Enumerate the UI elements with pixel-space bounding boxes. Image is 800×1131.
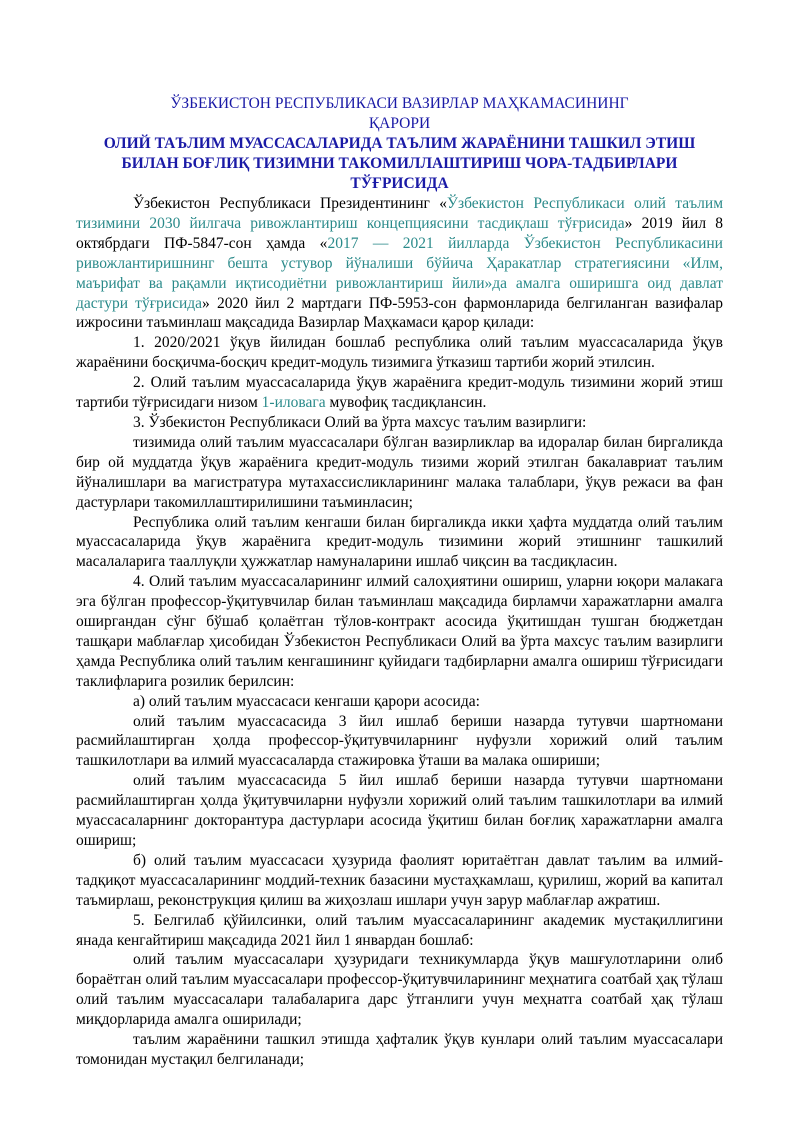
clause-3-item-2: Республика олий таълим кенгаши билан биргаликда икки ҳафта муддатда олий таълим муассасаларида ўқув жараёнига кредит-модуль тизимини жорий этишнинг ташкилий масалаларига тааллуқли ҳужжатлар намуналарини ишлаб чиқсин ва тасдиқласин. [76,513,723,571]
header-line-2: ҚАРОРИ [368,115,431,132]
intro-paragraph [76,194,723,333]
clause-4-sub-b: б) олий таълим муассасаси ҳузурида фаолият юритаётган давлат таълим ва илмий-тадқиқот муассасаларининг моддий-техник базасини мустаҳкамлаш, қурилиш, жорий ва капитал таъмирлаш, реконструкция қилиш ва жиҳозлаш ишлари учун зарур маблағлар ажратиш. [76,851,723,909]
clause-3: 3. Ўзбекистон Республикаси Олий ва ўрта махсус таълим вазирлиги: [133,413,587,431]
clause-2 [76,373,723,413]
clause-4-sub-a-item-2: олий таълим муассасасида 5 йил ишлаб бериши назарда тутувчи шартномани расмийлаштирган ҳолда ўқитувчиларни нуфузли хорижий олий таълим ташкилотлари ва илмий муассасаларнинг докторантура дастурлари асосида ўқитиш билан боғлиқ харажатларни амалга ошириш; [76,772,723,849]
clause-2-text-2: мувофиқ тасдиқлансин. [325,394,487,412]
clause-4-sub-a-item-1: олий таълим муассасасида 3 йил ишлаб бериши назарда тутувчи шартномани расмийлаштирган ҳолда профессор-ўқитувчиларнинг нуфузли хорижий олий таълим ташкилотлари ва илмий муассасаларда стажировка ўташи ва малака ошириши; [76,712,723,770]
clause-4: 4. Олий таълим муассасаларининг илмий салоҳиятини ошириш, уларни юқори малакага эга бўлган профессор-ўқитувчилар билан таъминлаш мақсадида бирламчи харажатларни амалга оширгандан сўнг бўшаб қолаётган тўлов-контракт асосида ўқитишдан тушган бюджетдан ташқари маблағлар ҳисобидан Ўзбекистон Республикаси Олий ва ўрта махсус таълим вазирлиги ҳамда Республика олий таълим кенгашининг қуйидаги тадбирларни амалга ошириш тўғрисидаги таклифларига розилик берилсин: [76,573,723,690]
intro-text-3: » 2020 йил 2 мартдаги ПФ-5953-сон фармонларида белгиланган вазифалар ижросини таъминлаш мақсадида Вазирлар Маҳкамаси қарор қилади: [76,294,723,332]
intro-link-concept[interactable]: Ўзбекистон Республикаси олий таълим тизимини 2030 йилгача ривожлантириш концепциясини тасдиқлаш тўғрисида [76,195,724,232]
document-page [76,94,723,1070]
document-header [76,94,723,134]
document-title: ОЛИЙ ТАЪЛИМ МУАССАСАЛАРИДА ТАЪЛИМ ЖАРАЁНИНИ ТАШКИЛ ЭТИШ БИЛАН БОҒЛИҚ ТИЗИМНИ ТАКОМИЛЛАШТИРИШ ЧОРА-ТАДБИРЛАРИ ТЎҒРИСИДА [103,135,696,192]
intro-text-2: » 2019 йил 8 октябрдаги ПФ-5847-сон ҳамда « [76,214,723,252]
intro-text-1: Ўзбекистон Республикаси Президентининг « [133,195,447,212]
clause-4-sub-a: а) олий таълим муассасаси кенгаши қарори асосида: [133,692,480,710]
clause-2-text-1: 2. Олий таълим муассасаларида ўқув жараёнига кредит-модуль тизимини жорий этиш тартиби тўғрисидаги низом [76,374,723,412]
clause-5: 5. Белгилаб қўйилсинки, олий таълим муассасаларининг академик мустақиллигини янада кенгайтириш мақсадида 2021 йил 1 январдан бошлаб: [76,911,723,949]
clause-3-item-1: тизимида олий таълим муассасалари бўлган вазирликлар ва идоралар билан биргаликда бир ой муддатда ўқув жараёнига кредит-модуль тизими жорий этилган бакалавриат таълим йўналишлари ва магистратура мутахассисликларининг малака талаблари, ўқув режаси ва фан дастурлари такомиллаштирилишини таъминласин; [76,433,723,511]
clause-1: 1. 2020/2021 ўқув йилидан бошлаб республика олий таълим муассасаларида ўқув жараёнини босқичма-босқич кредит-модуль тизимига ўтказиш тартиби жорий этилсин. [76,334,723,372]
intro-link-strategy[interactable]: 2017 — 2021 йилларда Ўзбекистон Республикасини ривожлантиришнинг бешта устувор йўналиши бўйича Ҳаракатлар стратегиясини «Илм, маърифат ва рақамли иқтисодиётни ривожлантириш йили»да амалга оширишга оид давлат дастури тўғрисида [76,234,723,312]
clause-5-item-2: таълим жараёнини ташкил этишда ҳафталик ўқув кунлари олий таълим муассасалари томонидан мустақил белгиланади; [76,1031,723,1068]
annex-1-link[interactable]: 1-иловага [261,394,326,412]
header-line-1: ЎЗБЕКИСТОН РЕСПУБЛИКАСИ ВАЗИРЛАР МАҲКАМАСИНИНГ [170,95,629,112]
clause-5-item-1: олий таълим муассасалари ҳузуридаги техникумларда ўқув машғулотларини олиб бораётган олий таълим муассасалари профессор-ўқитувчиларининг меҳнатига соатбай ҳақ тўлаш олий таълим муассасалари талабаларига дарс ўтганлиги учун меҳнатга соатбай ҳақ тўлаш миқдорларида амалга оширилади; [76,951,723,1029]
